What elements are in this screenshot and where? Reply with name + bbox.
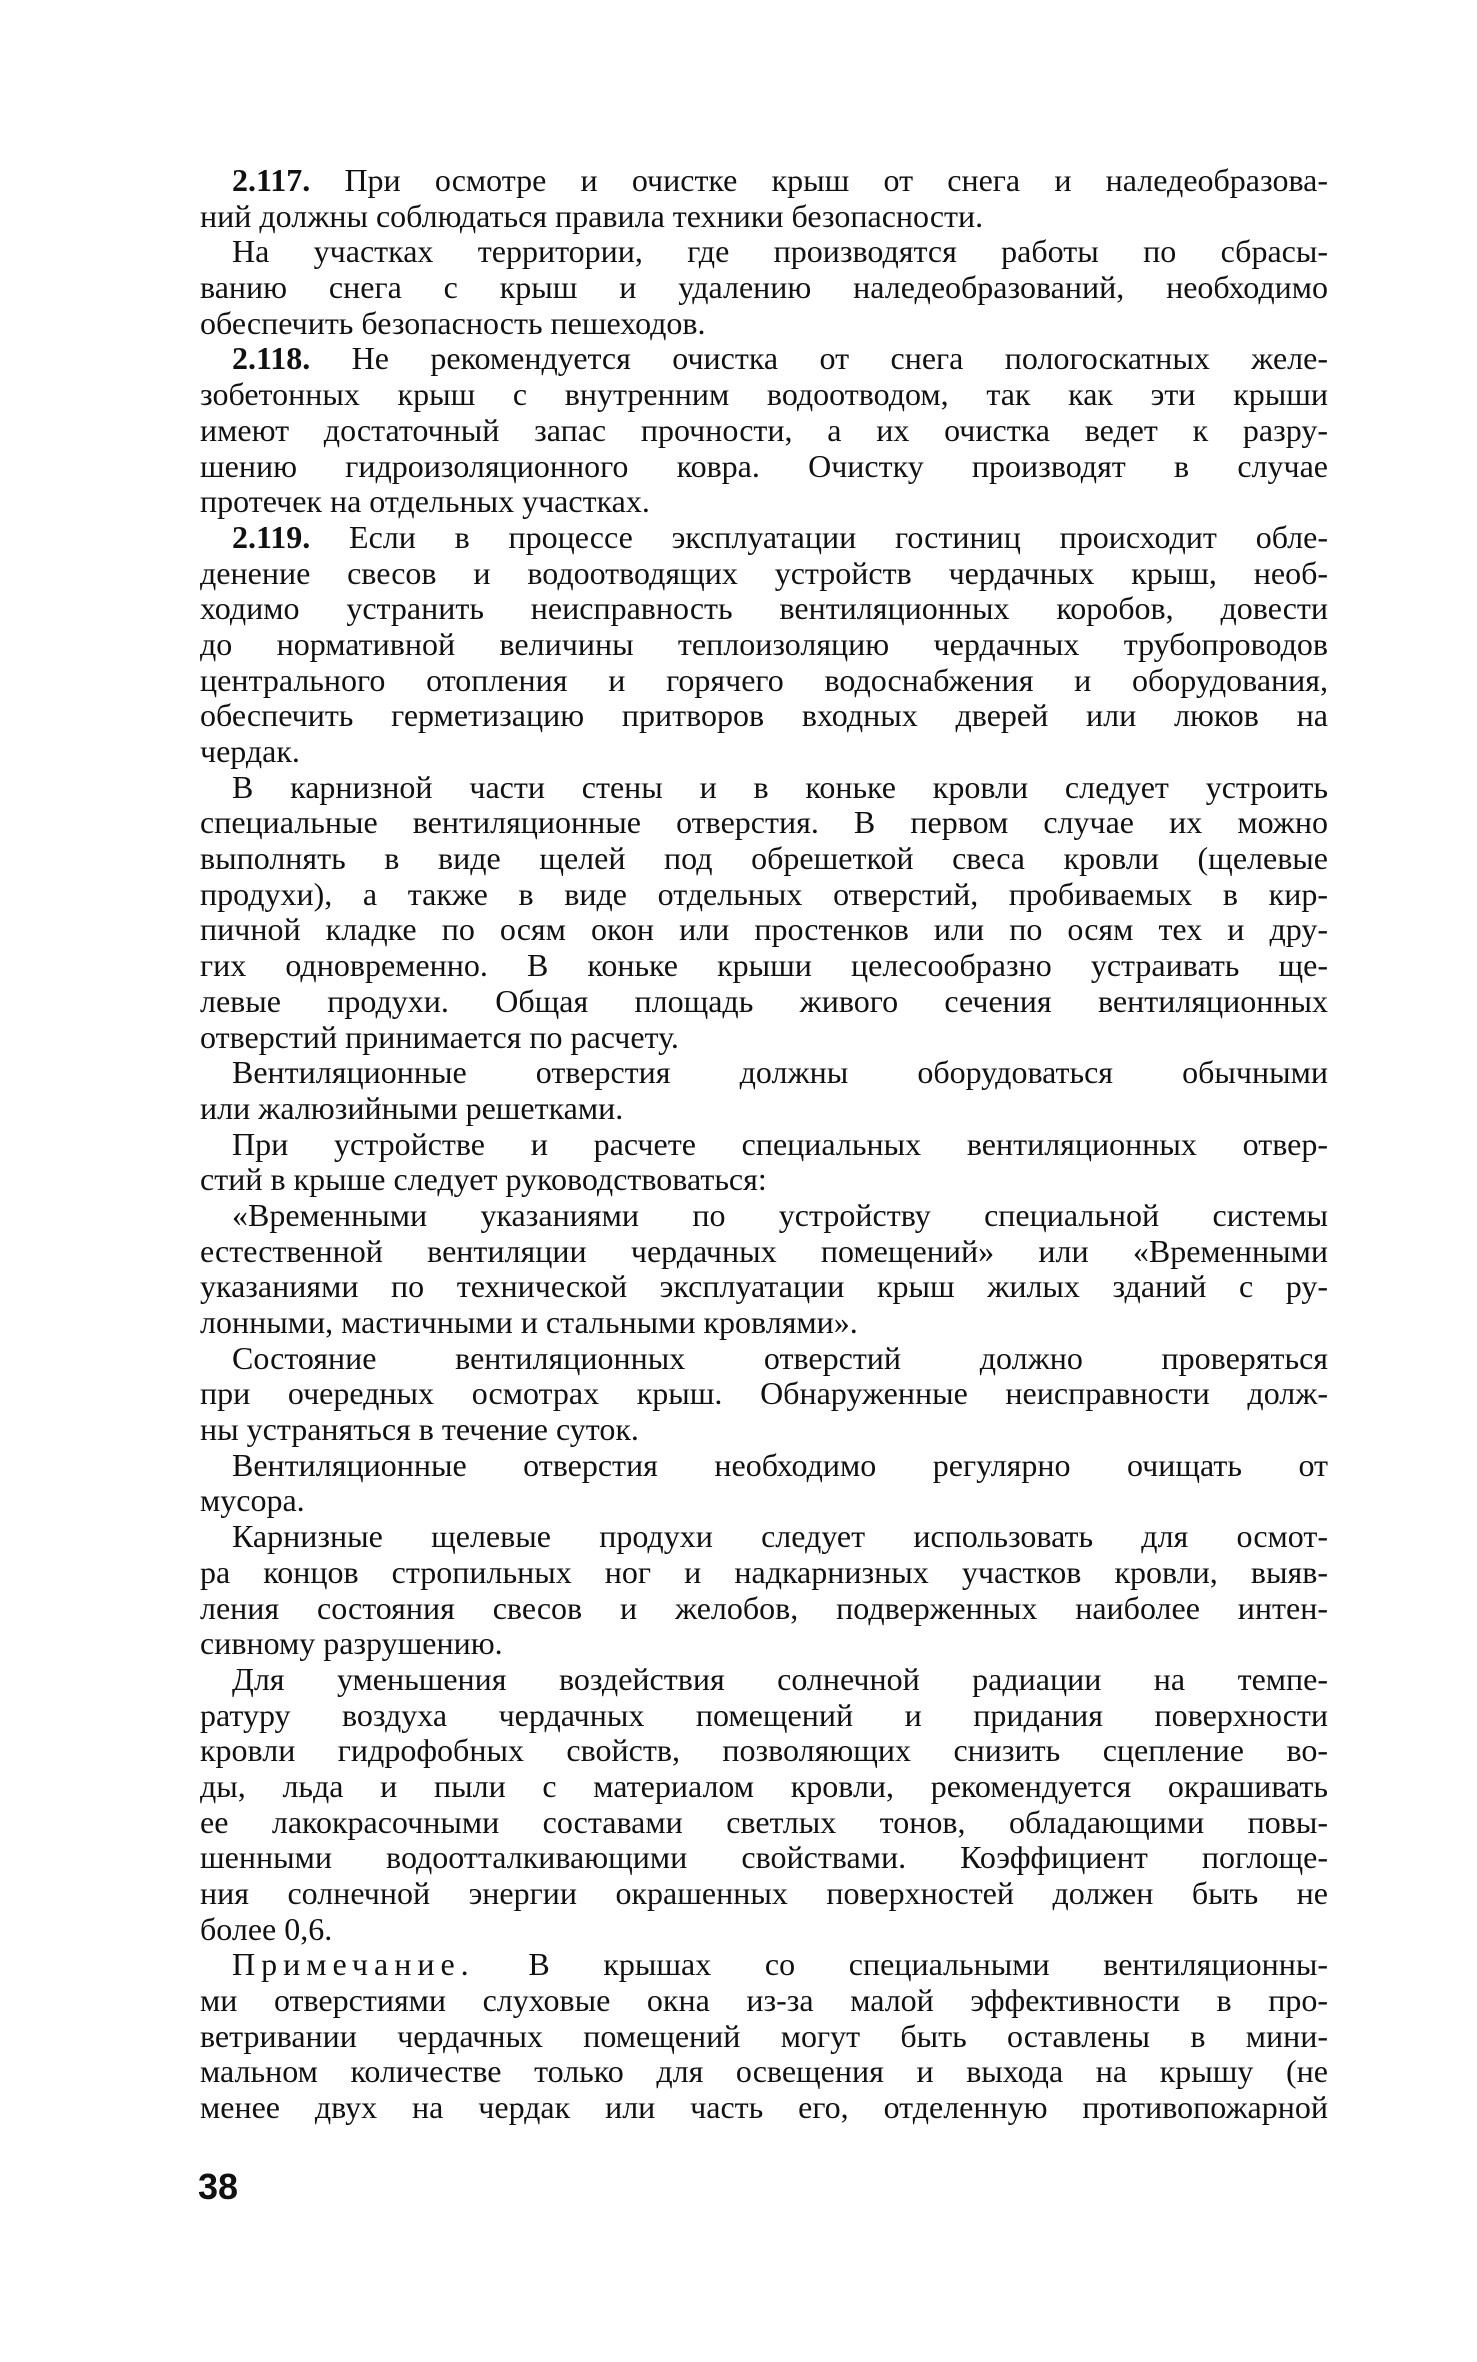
line-text: выполнять в виде щелей под обрешеткой свеса кровли (щелевые	[200, 840, 1328, 877]
line-text: стий в крыше следует руководствоваться:	[200, 1161, 767, 1198]
line-text: ды, льда и пыли с материалом кровли, рекомендуется окрашивать	[200, 1767, 1328, 1804]
line-text: имеют достаточный запас прочности, а их очистка ведет к разру-	[200, 411, 1328, 448]
paragraph	[200, 1448, 1328, 1519]
text-line	[200, 948, 1328, 984]
text-line	[200, 2019, 1328, 2055]
paragraph	[200, 234, 1328, 341]
line-text: ми отверстиями слуховые окна из-за малой эффективности в про-	[200, 1982, 1328, 2019]
text-line	[200, 199, 1328, 235]
line-text: ления состояния свесов и желобов, подверженных наиболее интен-	[200, 1589, 1328, 1626]
text-line	[200, 2054, 1328, 2090]
text-line	[200, 1662, 1328, 1698]
line-text: обеспечить безопасность пешеходов.	[200, 304, 706, 341]
text-line	[200, 1269, 1328, 1305]
paragraph	[200, 520, 1328, 770]
text-line	[200, 841, 1328, 877]
document-body	[200, 163, 1328, 2126]
line-text: специальные вентиляционные отверстия. В первом случае их можно	[200, 804, 1328, 841]
text-line	[200, 449, 1328, 485]
text-line	[200, 1733, 1328, 1769]
text-line	[200, 306, 1328, 342]
line-text: чердак.	[200, 733, 300, 769]
text-line	[200, 1198, 1328, 1234]
text-line	[200, 1162, 1328, 1198]
line-text: левые продухи. Общая площадь живого сечения вентиляционных	[200, 982, 1328, 1019]
line-text: более 0,6.	[200, 1910, 333, 1947]
line-text: ветривании чердачных помещений могут быть оставлены в мини-	[200, 2017, 1328, 2054]
text-line	[200, 163, 1328, 199]
text-line	[200, 1020, 1328, 1056]
text-line	[200, 1091, 1328, 1127]
line-text: естественной вентиляции чердачных помещений» или «Временными	[200, 1232, 1328, 1269]
text-line	[200, 341, 1328, 377]
section-number: 2.117.	[232, 162, 311, 198]
text-line	[200, 1519, 1328, 1555]
line-text: ния солнечной энергии окрашенных поверхностей должен быть не	[200, 1875, 1328, 1911]
paragraph	[200, 341, 1328, 519]
text-line	[200, 734, 1328, 770]
line-text: При устройстве и расчете специальных вентиляционных отвер-	[232, 1125, 1328, 1162]
text-line	[200, 1912, 1328, 1948]
text-line	[200, 1983, 1328, 2019]
text-line	[200, 234, 1328, 270]
text-line	[200, 1805, 1328, 1841]
line-text: ее лакокрасочными составами светлых тонов, обладающими повы-	[200, 1803, 1328, 1840]
line-text: менее двух на чердак или часть его, отделенную противопожарной	[200, 2089, 1328, 2126]
text-line	[200, 1769, 1328, 1805]
line-text: указаниями по технической эксплуатации крыш жилых зданий с ру-	[200, 1268, 1328, 1305]
text-line	[200, 1305, 1328, 1341]
text-line	[200, 520, 1328, 556]
line-text: ходимо устранить неисправность вентиляционных коробов, довести	[200, 590, 1328, 627]
text-line	[200, 1947, 1328, 1983]
line-text: зобетонных крыш с внутренним водоотводом, так как эти крыши	[200, 376, 1328, 413]
line-text: Состояние вентиляционных отверстий должно проверяться	[232, 1339, 1328, 1376]
text-line	[200, 877, 1328, 913]
text-line	[200, 556, 1328, 592]
line-text: при очередных осмотрах крыш. Обнаруженные неисправности долж-	[200, 1375, 1328, 1412]
line-text: Вентиляционные отверстия должны оборудоваться обычными	[232, 1054, 1328, 1091]
text-line	[200, 270, 1328, 306]
text-line	[200, 1448, 1328, 1484]
line-text: Карнизные щелевые продухи следует использовать для осмот-	[232, 1518, 1328, 1555]
line-text: обеспечить герметизацию притворов входных дверей или люков на	[200, 697, 1328, 734]
line-text: или жалюзийными решетками.	[200, 1089, 624, 1126]
line-text: На участках территории, где производятся работы по сбрасы-	[232, 233, 1328, 270]
section-number: 2.118.	[232, 340, 311, 377]
line-text: продухи), а также в виде отдельных отверстий, пробиваемых в кир-	[200, 875, 1328, 912]
line-text: отверстий принимается по расчету.	[200, 1018, 679, 1055]
paragraph	[200, 1662, 1328, 1948]
line-text: «Временными указаниями по устройству специальной системы	[232, 1196, 1328, 1233]
text-line	[200, 413, 1328, 449]
text-line	[200, 1234, 1328, 1270]
line-text: Для уменьшения воздействия солнечной радиации на темпе-	[232, 1660, 1328, 1697]
text-line	[200, 1591, 1328, 1627]
text-line	[200, 1127, 1328, 1163]
text-line	[200, 2090, 1328, 2126]
note-label: Примечание.	[232, 1946, 475, 1983]
text-line	[200, 1840, 1328, 1876]
text-line	[200, 1376, 1328, 1412]
text-line	[200, 1412, 1328, 1448]
text-line	[200, 805, 1328, 841]
line-text: гих одновременно. В коньке крыши целесообразно устраивать ще-	[200, 947, 1328, 984]
text-line	[200, 1341, 1328, 1377]
line-text: денение свесов и водоотводящих устройств чердачных крыш, необ-	[200, 554, 1328, 591]
section-number: 2.119.	[232, 518, 311, 555]
text-line	[200, 1055, 1328, 1091]
line-text: шенными водоотталкивающими свойствами. Коэффициент поглоще-	[200, 1839, 1328, 1876]
line-text: ванию снега с крыш и удалению наледеобразований, необходимо	[200, 269, 1328, 306]
line-text: лонными, мастичными и стальными кровлями».	[200, 1304, 858, 1340]
paragraph	[200, 1947, 1328, 2125]
text-line	[200, 591, 1328, 627]
line-text: пичной кладке по осям окон или простенков или по осям тех и дру-	[200, 911, 1328, 948]
text-line	[200, 1555, 1328, 1591]
line-text: Вентиляционные отверстия необходимо регулярно очищать от	[232, 1446, 1328, 1483]
text-line	[200, 912, 1328, 948]
paragraph	[200, 163, 1328, 234]
text-line	[200, 1698, 1328, 1734]
line-text: кровли гидрофобных свойств, позволяющих снизить сцепление во-	[200, 1732, 1328, 1769]
paragraph	[200, 1198, 1328, 1341]
paragraph	[200, 1055, 1328, 1126]
paragraph	[200, 1127, 1328, 1198]
line-text: При осмотре и очистке крыш от снега и наледеобразова-	[310, 162, 1328, 198]
text-line	[200, 1483, 1328, 1519]
line-text: шению гидроизоляционного ковра. Очистку производят в случае	[200, 447, 1328, 484]
line-text: ны устраняться в течение суток.	[200, 1411, 639, 1448]
text-line	[200, 770, 1328, 806]
line-text: ний должны соблюдаться правила техники безопасности.	[200, 197, 984, 234]
line-text: протечек на отдельных участках.	[200, 483, 650, 520]
line-text: мусора.	[200, 1482, 305, 1519]
line-text: сивному разрушению.	[200, 1625, 503, 1662]
paragraph	[200, 1341, 1328, 1448]
text-line	[200, 484, 1328, 520]
line-text: центрального отопления и горячего водоснабжения и оборудования,	[200, 661, 1328, 698]
line-text: мальном количестве только для освещения и выхода на крышу (не	[200, 2053, 1328, 2090]
line-text: ратуру воздуха чердачных помещений и придания поверхности	[200, 1696, 1328, 1733]
line-text: до нормативной величины теплоизоляцию чердачных трубопроводов	[200, 625, 1328, 662]
line-text: Если в процессе эксплуатации гостиниц происходит обле-	[310, 518, 1328, 555]
text-line	[200, 1876, 1328, 1912]
line-text: ра концов стропильных ног и надкарнизных участков кровли, выяв-	[200, 1553, 1328, 1590]
text-line	[200, 1626, 1328, 1662]
paragraph	[200, 770, 1328, 1056]
text-line	[200, 698, 1328, 734]
line-text: В крышах со специальными вентиляционны-	[474, 1946, 1328, 1983]
text-line	[200, 627, 1328, 663]
line-text: Не рекомендуется очистка от снега пологоскатных желе-	[310, 340, 1328, 377]
text-line	[200, 377, 1328, 413]
line-text: В карнизной части стены и в коньке кровли следует устроить	[232, 768, 1328, 805]
page-number: 38	[198, 2166, 239, 2207]
paragraph	[200, 1519, 1328, 1662]
text-line	[200, 984, 1328, 1020]
text-line	[200, 663, 1328, 699]
